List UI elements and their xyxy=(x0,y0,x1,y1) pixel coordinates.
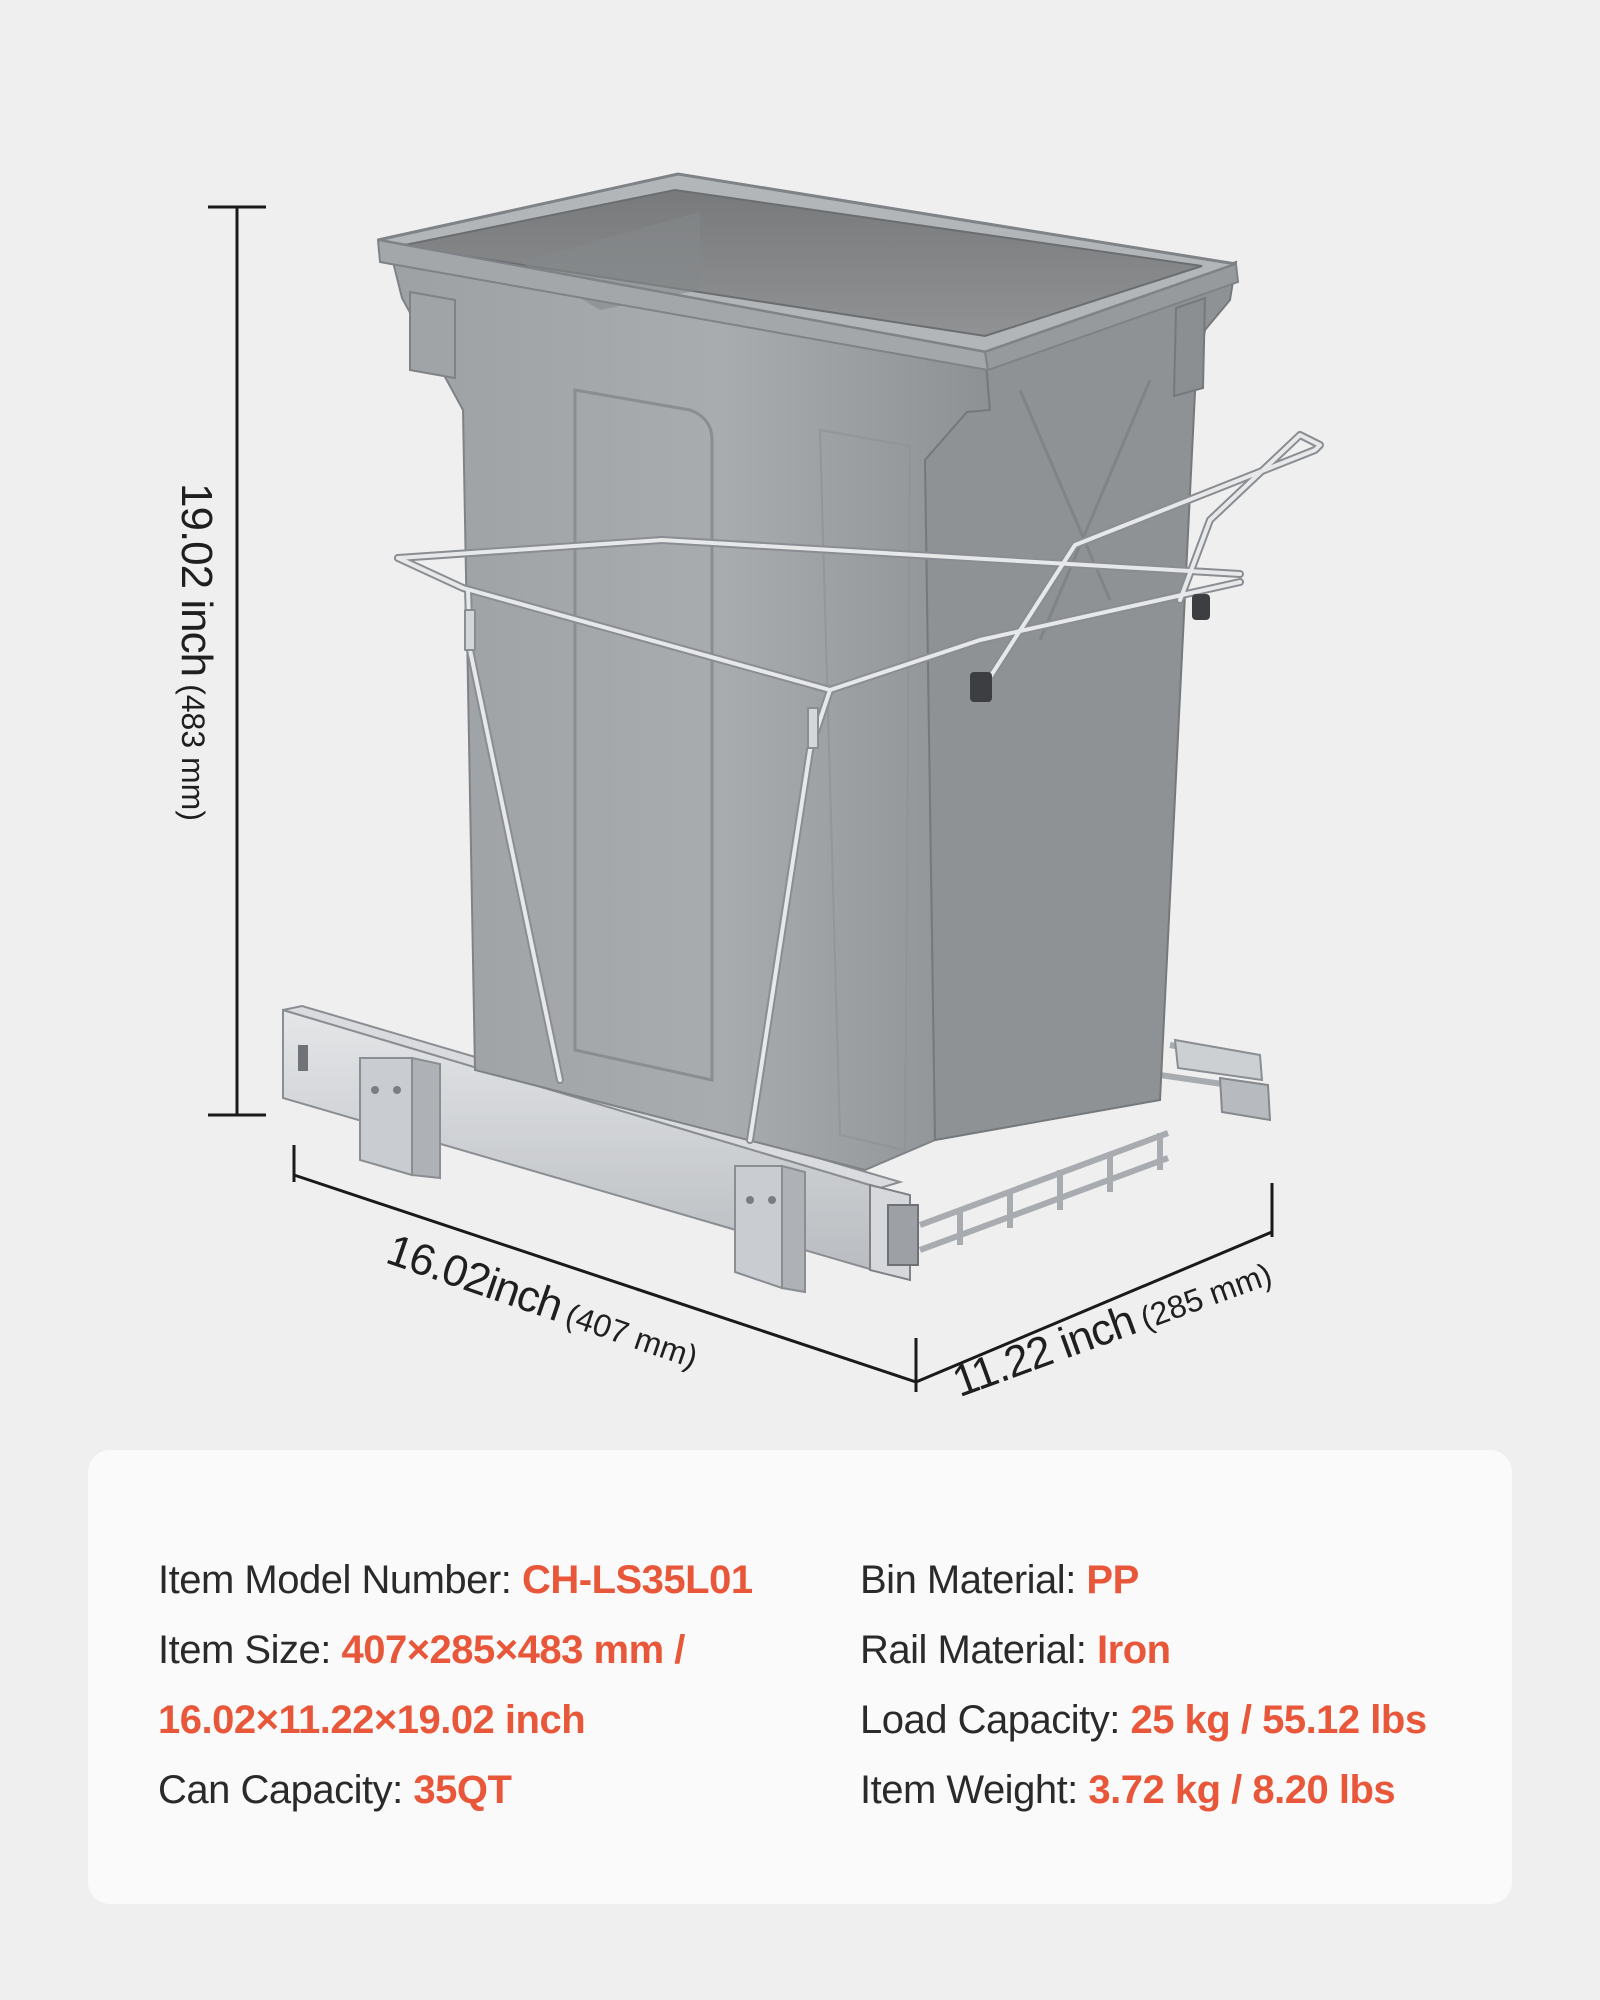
width-inch-value: 16.02inch xyxy=(380,1225,569,1331)
height-inch-value: 19.02 inch xyxy=(172,483,221,677)
specifications-card xyxy=(88,1450,1512,1904)
width-mm-value: (407 mm) xyxy=(561,1296,703,1376)
spec-can-capacity xyxy=(158,1755,788,1825)
spec-value: 25 kg / 55.12 lbs xyxy=(1130,1698,1427,1742)
spec-label: Can Capacity: xyxy=(158,1768,414,1812)
specs-right-column xyxy=(860,1545,1480,1825)
spec-item-weight xyxy=(860,1755,1480,1825)
specs-left-column xyxy=(158,1545,788,1825)
depth-inch-value: 11.22 inch xyxy=(946,1295,1142,1407)
spec-label: Load Capacity: xyxy=(860,1698,1131,1742)
spec-label: Item Weight: xyxy=(860,1768,1089,1812)
spec-bin-material xyxy=(860,1545,1480,1615)
spec-value: CH-LS35L01 xyxy=(521,1558,753,1602)
spec-rail-material xyxy=(860,1615,1480,1685)
spec-value: 35QT xyxy=(413,1768,512,1812)
spec-label: Item Size: xyxy=(158,1628,342,1672)
spec-value: Iron xyxy=(1097,1628,1171,1672)
spec-load-capacity xyxy=(860,1685,1480,1755)
spec-value: 16.02×11.22×19.02 inch xyxy=(158,1698,586,1742)
depth-mm-value: (285 mm) xyxy=(1135,1255,1277,1337)
spec-value: 407×285×483 mm / xyxy=(341,1628,685,1672)
spec-label: Rail Material: xyxy=(860,1628,1098,1672)
spec-value: PP xyxy=(1086,1558,1139,1602)
grey-trash-bin xyxy=(378,174,1238,1170)
spec-model-number xyxy=(158,1545,788,1615)
height-mm-value: (483 mm) xyxy=(175,684,211,821)
spec-item-size-continued xyxy=(158,1685,788,1755)
spec-label: Item Model Number: xyxy=(158,1558,522,1602)
spec-value: 3.72 kg / 8.20 lbs xyxy=(1088,1768,1396,1812)
height-dimension-label xyxy=(171,483,221,821)
spec-item-size xyxy=(158,1615,788,1685)
spec-label: Bin Material: xyxy=(860,1558,1087,1602)
